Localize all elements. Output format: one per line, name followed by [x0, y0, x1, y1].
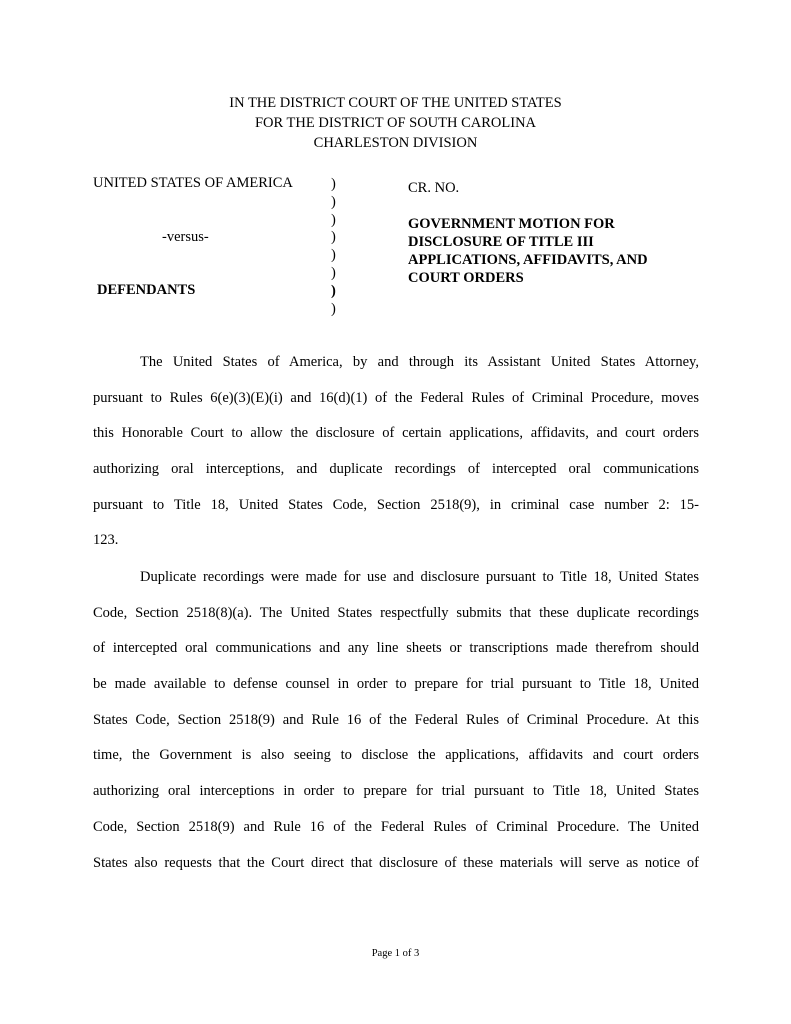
- motion-title: [408, 215, 708, 287]
- paragraph-line: pursuant to Title 18, United States Code, Section 2518(9), in criminal case number 2: 15-: [93, 496, 699, 513]
- motion-title-line: GOVERNMENT MOTION FOR: [408, 216, 615, 232]
- paragraph-line: 123.: [93, 532, 119, 549]
- body-paragraph-1: [93, 345, 699, 559]
- caption-paren: ): [331, 300, 336, 317]
- caption-paren: ): [331, 229, 336, 246]
- caption-paren: ): [331, 193, 336, 210]
- court-name-line: IN THE DISTRICT COURT OF THE UNITED STATES: [229, 95, 562, 111]
- paragraph-line: States also requests that the Court direct that disclosure of these materials will serve as notice of: [93, 854, 699, 871]
- page-number: Page 1 of 3: [371, 948, 420, 959]
- caption-divider: [331, 176, 336, 318]
- paragraph-line: Code, Section 2518(9) and Rule 16 of the Federal Rules of Criminal Procedure. The United: [93, 818, 699, 835]
- defendants-label: DEFENDANTS: [97, 282, 196, 298]
- paragraph-line: pursuant to Rules 6(e)(3)(E)(i) and 16(d)(1) of the Federal Rules of Criminal Procedure, moves: [93, 389, 699, 406]
- case-number-label: CR. NO.: [408, 180, 460, 196]
- division-line: CHARLESTON DIVISION: [313, 135, 478, 151]
- paragraph-line: of intercepted oral communications and any line sheets or transcriptions made therefrom should: [93, 640, 699, 657]
- paragraph-line: authorizing oral interceptions, and duplicate recordings of intercepted oral communications: [93, 461, 699, 478]
- body-paragraph-2: [93, 560, 699, 881]
- paragraph-line: Duplicate recordings were made for use and disclosure pursuant to Title 18, United States: [140, 569, 699, 585]
- plaintiff-name: UNITED STATES OF AMERICA: [93, 175, 293, 191]
- paragraph-line: this Honorable Court to allow the disclosure of certain applications, affidavits, and court orders: [93, 425, 699, 442]
- district-line: FOR THE DISTRICT OF SOUTH CAROLINA: [254, 115, 537, 131]
- paragraph-line: Code, Section 2518(8)(a). The United States respectfully submits that these duplicate recordings: [93, 604, 699, 621]
- caption-paren: ): [331, 247, 336, 264]
- paragraph-line: authorizing oral interceptions in order to prepare for trial pursuant to Title 18, United States: [93, 783, 699, 800]
- motion-title-line: DISCLOSURE OF TITLE III: [408, 234, 594, 250]
- versus-label: -versus-: [162, 229, 209, 245]
- court-header: [0, 93, 791, 153]
- paragraph-line: The United States of America, by and through its Assistant United States Attorney,: [140, 354, 699, 370]
- caption-paren: ): [331, 264, 336, 281]
- motion-title-line: APPLICATIONS, AFFIDAVITS, AND: [408, 252, 648, 268]
- caption-paren: ): [331, 282, 336, 299]
- motion-title-line: COURT ORDERS: [408, 270, 524, 286]
- paragraph-line: time, the Government is also seeing to disclose the applications, affidavits and court orders: [93, 747, 699, 764]
- caption-paren: ): [331, 211, 336, 228]
- caption-paren: ): [331, 176, 336, 192]
- paragraph-line: States Code, Section 2518(9) and Rule 16 of the Federal Rules of Criminal Procedure. At this: [93, 711, 699, 728]
- paragraph-line: be made available to defense counsel in order to prepare for trial pursuant to Title 18, United: [93, 676, 699, 693]
